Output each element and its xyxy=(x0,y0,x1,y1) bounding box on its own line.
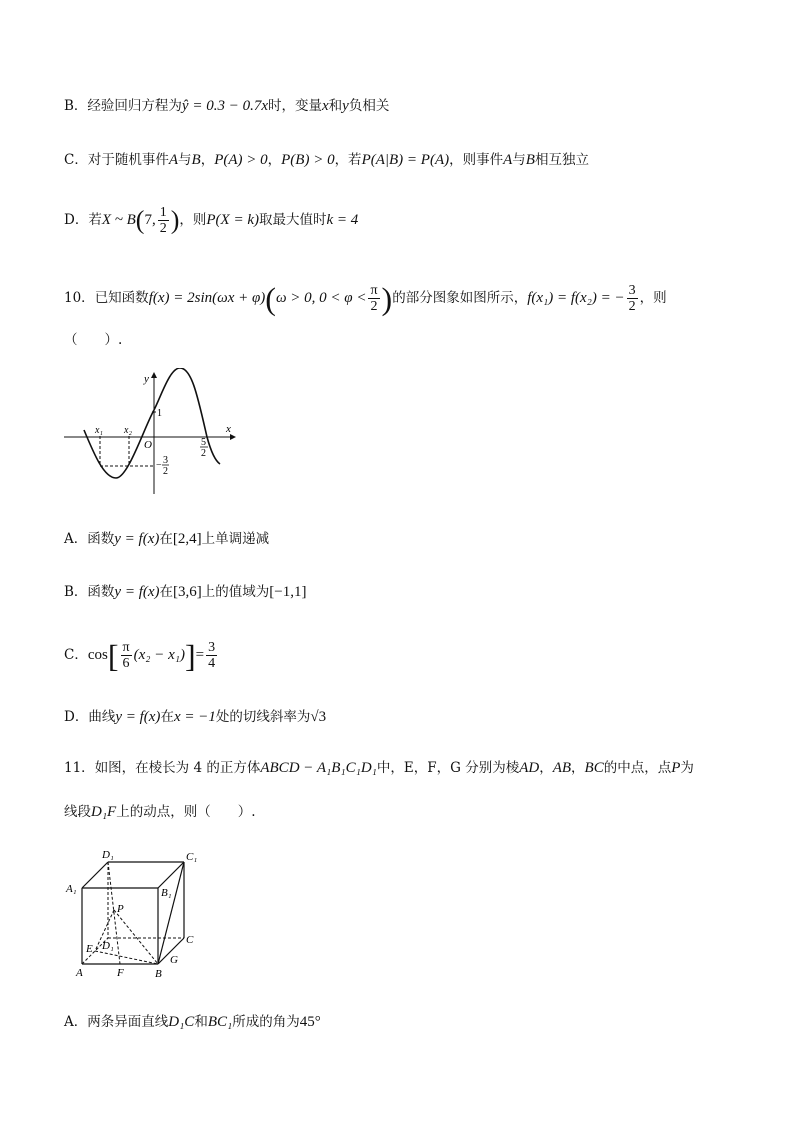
paren-left: ( xyxy=(265,280,276,317)
option-text: 在 xyxy=(159,584,174,600)
fraction-pi-6 xyxy=(121,640,132,671)
line-d1c: D₁C xyxy=(168,1014,195,1030)
event-b: B xyxy=(525,152,535,168)
option-label: C． xyxy=(64,647,88,663)
function-def: f(x) = 2sin(ωx + φ) xyxy=(148,290,266,306)
condition-pa: P(A) > 0 xyxy=(214,152,268,168)
event-a: A xyxy=(168,152,179,168)
label-g: G xyxy=(170,954,178,966)
label-two-b: 2 xyxy=(163,466,168,477)
q9-option-c xyxy=(64,150,589,170)
option-text: 和 xyxy=(194,1014,208,1030)
label-one: 1 xyxy=(157,408,162,419)
option-text: ，则 xyxy=(179,212,207,228)
cube-figure xyxy=(62,846,212,980)
label-y: y xyxy=(144,373,149,385)
option-label: C． xyxy=(64,152,88,168)
condition-pb: P(B) > 0 xyxy=(281,152,335,168)
cube-name: ABCD − A₁B₁C₁D₁ xyxy=(260,760,377,776)
paren-right: ) xyxy=(170,205,180,235)
paren-right: ) xyxy=(381,280,393,317)
fraction-3-4 xyxy=(206,640,217,671)
option-text: ，则事件 xyxy=(449,152,504,168)
paren-left: ( xyxy=(135,205,145,235)
function-expr: y = f(x) xyxy=(115,709,161,725)
option-label: A． xyxy=(64,531,88,547)
option-text: 两条异面直线 xyxy=(87,1014,169,1030)
label-e: E xyxy=(86,943,93,955)
option-text: 在 xyxy=(159,531,173,547)
label-x2: x₂ xyxy=(124,425,132,436)
conditional-prob: P(A|B) = P(A) xyxy=(361,152,450,168)
q11-stem xyxy=(64,758,694,778)
label-a: A xyxy=(76,967,83,979)
stem-text: 的中点，点 xyxy=(603,760,672,776)
option-text: 曲线 xyxy=(88,709,116,725)
stem-text: 为 xyxy=(680,760,694,776)
var-x: x xyxy=(321,98,329,114)
option-label: B． xyxy=(64,98,88,114)
frac-num: π xyxy=(370,283,378,298)
cos-func: cos xyxy=(87,647,108,663)
option-label: D． xyxy=(64,709,89,725)
q10-option-d xyxy=(64,707,326,727)
regression-equation: ŷ = 0.3 − 0.7x xyxy=(181,98,268,114)
label-b1: B₁ xyxy=(161,887,172,899)
fraction-3-2 xyxy=(627,283,638,314)
function-expr: y = f(x) xyxy=(114,584,160,600)
var-y: y xyxy=(342,98,349,114)
label-five: 5 xyxy=(201,437,206,448)
x-value: x = −1 xyxy=(173,709,216,725)
label-two: 2 xyxy=(201,448,206,459)
q10-option-b xyxy=(64,582,306,602)
frac-den: 2 xyxy=(628,299,636,314)
value-equation: f(x₁) = f(x₂) = − xyxy=(527,290,625,306)
label-b: B xyxy=(155,968,162,980)
function-expr: y = f(x) xyxy=(114,531,160,547)
option-text: 处的切线斜率为 xyxy=(215,709,311,725)
label-d1-top: D₁ xyxy=(102,849,114,861)
label-d1-lower: D₁ xyxy=(102,940,114,952)
stem-text: 上的动点，则（ ）. xyxy=(116,804,256,820)
q11-option-a xyxy=(64,1012,321,1032)
label-c: C xyxy=(186,934,194,946)
stem-text: 线段 xyxy=(64,804,91,820)
frac-num: 1 xyxy=(159,205,167,220)
fraction-p xyxy=(158,205,169,236)
sine-curve xyxy=(84,368,220,478)
label-a1: A₁ xyxy=(66,883,77,895)
edge-ab: AB xyxy=(552,760,572,776)
frac-den: 2 xyxy=(159,221,167,236)
q10-answer-paren xyxy=(64,330,122,350)
line-bc1: BC₁ xyxy=(207,1014,233,1030)
bracket-right: ] xyxy=(184,637,196,674)
answer-blank: （ ）. xyxy=(64,332,123,348)
option-label: B． xyxy=(64,584,88,600)
angle-value: 45° xyxy=(299,1014,321,1030)
stem-text: 已知函数 xyxy=(94,290,149,306)
option-text: 取最大值时 xyxy=(258,212,327,228)
label-neg: − xyxy=(156,460,162,471)
segment-d1f: D₁F xyxy=(91,804,117,820)
option-text: 和 xyxy=(328,98,343,114)
frac-num: π xyxy=(122,640,130,655)
edge-ad: AD xyxy=(519,760,540,776)
parameter-condition: ω > 0, 0 < φ < xyxy=(275,290,367,306)
label-c1: C₁ xyxy=(186,851,198,863)
event-b: B xyxy=(191,152,201,168)
binomial-n: 7, xyxy=(144,212,156,228)
option-label: A． xyxy=(64,1014,88,1030)
option-text: 负相关 xyxy=(348,98,390,114)
fraction-pi-2 xyxy=(368,283,379,314)
stem-text: 中，E，F，G 分别为棱 xyxy=(376,760,520,776)
q9-option-d xyxy=(64,203,358,238)
segment-bc1 xyxy=(158,862,184,964)
prob-expr: P(X = k) xyxy=(206,212,259,228)
option-text: 与 xyxy=(512,152,526,168)
q10-stem xyxy=(64,278,667,319)
label-p: P xyxy=(117,903,124,915)
question-number: 10． xyxy=(64,290,95,306)
frac-num: 3 xyxy=(628,283,636,298)
option-text: 时，变量 xyxy=(267,98,322,114)
option-text: ，若 xyxy=(334,152,362,168)
option-text: 若 xyxy=(88,212,102,228)
label-origin: O xyxy=(144,439,152,451)
option-text: 上单调递减 xyxy=(201,531,270,547)
label-f: F xyxy=(117,967,124,979)
frac-num: 3 xyxy=(208,640,216,655)
label-x: x xyxy=(226,423,231,435)
interval: [3,6] xyxy=(173,584,202,600)
question-number: 11． xyxy=(64,760,95,776)
stem-text: ，则 xyxy=(639,290,667,306)
separator: ， xyxy=(200,152,215,168)
separator: ， xyxy=(571,760,585,776)
frac-den: 4 xyxy=(208,656,216,671)
range: [−1,1] xyxy=(269,584,307,600)
option-label: D． xyxy=(64,212,89,228)
event-a: A xyxy=(503,152,513,168)
equals: = xyxy=(195,647,205,663)
option-text: 相互独立 xyxy=(534,152,589,168)
edge-bc: BC xyxy=(584,760,604,776)
slope-value: √3 xyxy=(310,709,327,725)
stem-text: 的部分图象如图所示， xyxy=(392,290,528,306)
option-text: 在 xyxy=(160,709,174,725)
frac-den: 6 xyxy=(122,656,130,671)
x-axis-arrow xyxy=(230,434,236,440)
label-three: 3 xyxy=(163,455,168,466)
option-text: 上的值域为 xyxy=(201,584,270,600)
q9-option-b xyxy=(64,96,389,116)
option-text: 函数 xyxy=(87,531,115,547)
interval: [2,4] xyxy=(172,531,202,547)
separator: ， xyxy=(539,760,553,776)
option-text: 所成的角为 xyxy=(232,1014,300,1030)
separator: ， xyxy=(267,152,282,168)
sine-graph xyxy=(62,368,237,500)
option-text: 函数 xyxy=(87,584,115,600)
cos-argument: (x₂ − x₁) xyxy=(133,647,185,663)
bracket-left: [ xyxy=(107,637,119,674)
edge-a1d1 xyxy=(82,862,108,888)
y-axis-arrow xyxy=(151,372,157,378)
binomial-dist: X ~ B xyxy=(101,212,136,228)
q10-option-a xyxy=(64,529,269,549)
k-value: k = 4 xyxy=(326,212,359,228)
option-text: 经验回归方程为 xyxy=(87,98,182,114)
option-text: 与 xyxy=(178,152,192,168)
q10-option-c xyxy=(64,636,219,675)
stem-text: 如图，在棱长为 4 的正方体 xyxy=(94,760,261,776)
label-x1: x₁ xyxy=(95,425,103,436)
frac-den: 2 xyxy=(370,299,378,314)
point-p: P xyxy=(671,760,681,776)
option-text: 对于随机事件 xyxy=(87,152,169,168)
q11-stem-line2 xyxy=(64,802,256,822)
